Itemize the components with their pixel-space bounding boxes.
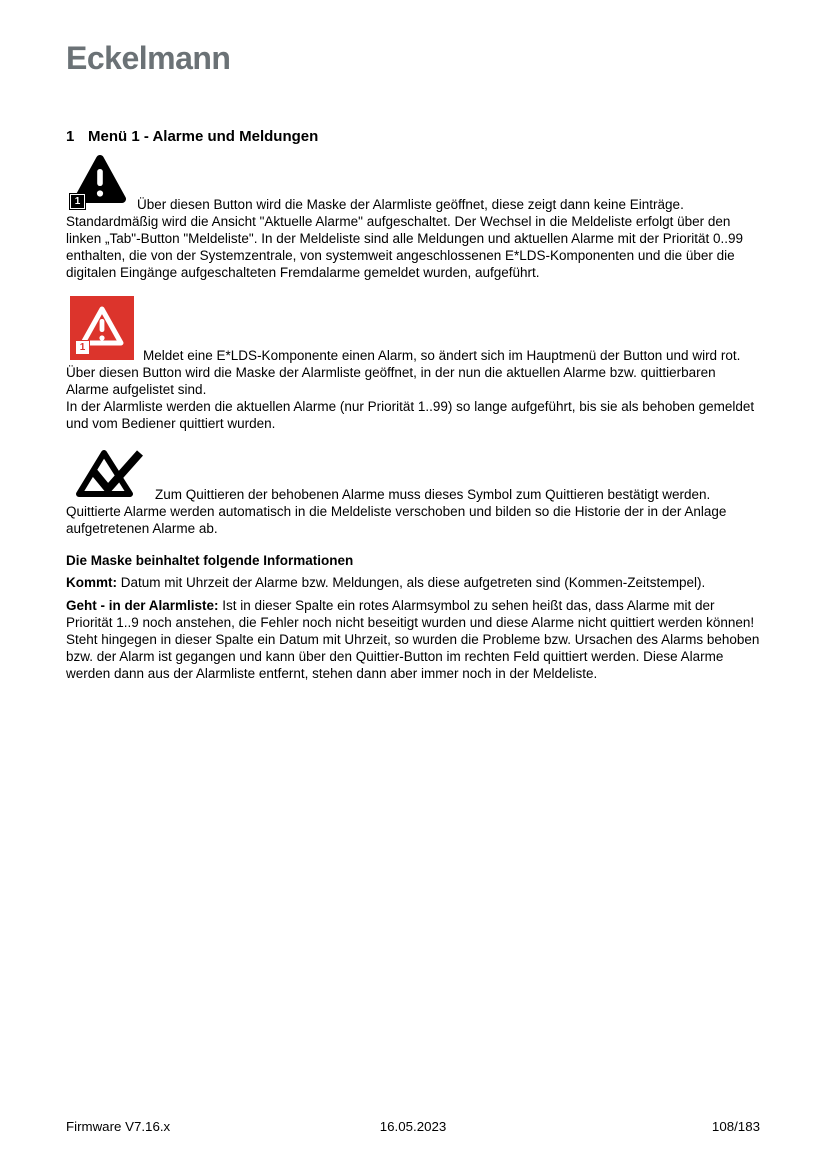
warning-triangle-red-icon [70, 296, 134, 360]
info-heading: Die Maske beinhaltet folgende Informationen [66, 553, 354, 568]
paragraph-kommt [66, 574, 760, 591]
kommt-text: Datum mit Uhrzeit der Alarme bzw. Meldungen, als diese aufgetreten sind (Kommen-Zeitstempel). [120, 575, 706, 590]
paragraph-alarm-active [66, 296, 760, 432]
paragraph-alarm-button [66, 154, 760, 281]
paragraph-acknowledge [66, 447, 760, 537]
paragraph-text: Zum Quittieren der behobenen Alarme muss dieses Symbol zum Quittieren bestätigt werden. Quittierte Alarme werden automatisch in die Meldeliste verschoben und bilden so die Historie der in der Anlage aufgetretenen Alarme ab. [66, 487, 727, 536]
company-logo: Eckelmann [66, 40, 231, 76]
footer-firmware-version: Firmware V7.16.x [66, 1119, 171, 1134]
section-heading [66, 127, 760, 146]
priority-badge: 1 [75, 340, 90, 355]
page-content [66, 127, 760, 688]
geht-label: Geht - in der Alarmliste: [66, 598, 219, 613]
page-footer [66, 1119, 760, 1135]
paragraph-text: In der Alarmliste werden die aktuellen Alarme (nur Priorität 1..99) so lange aufgeführt, bis sie als behoben gemeldet und vom Bediener quittiert wurden. [66, 399, 755, 431]
warning-triangle-black-icon [72, 154, 128, 209]
paragraph-text: Über diesen Button wird die Maske der Alarmliste geöffnet, diese zeigt dann keine Einträge. Standardmäßig wird die Ansicht "Aktuelle Alarme" aufgeschaltet. Der Wechsel in die Meldeliste erfolgt über den linken „Tab"-Button "Meldeliste". In der Meldeliste sind alle Meldungen und aktuellen Alarme mit der Priorität 0..99 enthalten, die von der Systemzentrale, von systemweit angeschlossenen E*LDS-Komponenten und die über die digitalen Eingänge aufgeschalteten Fremdalarme gemeldet wurden, aufgeführt. [66, 197, 743, 280]
footer-date: 16.05.2023 [379, 1119, 447, 1134]
geht-text: Ist in dieser Spalte ein rotes Alarmsymbol zu sehen heißt das, dass Alarme mit der Priorität 1..9 noch anstehen, die Fehler noch nicht beseitigt wurden und diese Alarme nicht quittiert werden können! Steht hingegen in dieser Spalte ein Datum mit Uhrzeit, so wurden die Probleme bzw. Ursachen des Alarms behoben bzw. der Alarm ist gegangen und kann über den Quittier-Button im rechten Feld quittiert werden. Diese Alarme werden dann aus der Alarmliste entfernt, stehen dann aber immer noch in der Meldeliste. [66, 598, 760, 681]
kommt-label: Kommt: [66, 575, 117, 590]
acknowledge-check-triangle-icon [76, 447, 146, 499]
priority-badge: 1 [70, 194, 85, 209]
section-number: 1 [66, 128, 75, 145]
section-title: Menü 1 - Alarme und Meldungen [88, 128, 319, 145]
footer-page-number: 108/183 [711, 1119, 760, 1134]
paragraph-geht [66, 597, 760, 682]
paragraph-text: Meldet eine E*LDS-Komponente einen Alarm, so ändert sich im Hauptmenü der Button und wird rot. Über diesen Button wird die Maske der Alarmliste geöffnet, in der nun die aktuellen Alarme bzw. quittierbaren Alarme aufgelistet sind. [66, 348, 741, 397]
acknowledge-check-glyph [76, 447, 146, 499]
